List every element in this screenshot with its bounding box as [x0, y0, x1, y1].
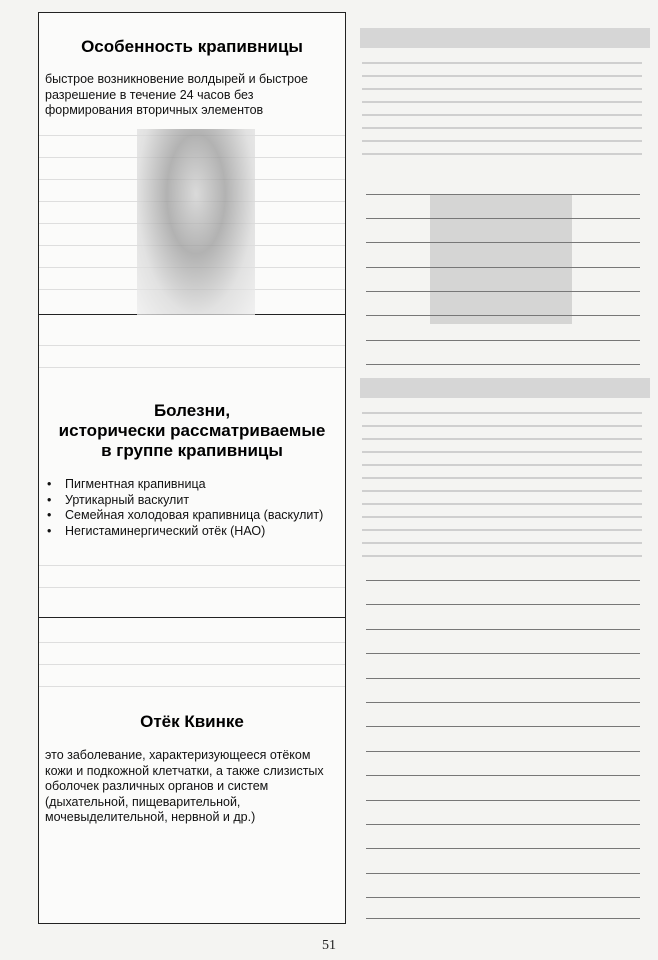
ruled-line — [366, 315, 640, 316]
ruled-line — [366, 267, 640, 268]
section-title-line1: Болезни, — [153, 401, 231, 420]
section-urticaria-feature — [39, 13, 345, 315]
ruled-line — [366, 291, 640, 292]
bleed-through-header — [360, 28, 650, 48]
ruled-line — [366, 775, 640, 776]
ruled-line — [366, 580, 640, 581]
ruled-line — [366, 242, 640, 243]
ruled-line — [366, 364, 640, 365]
section-title: Отёк Квинке — [140, 712, 244, 731]
section-text: быстрое возникновение волдырей и быстрое разрешение в течение 24 часов без формирования вторичных элементов — [45, 72, 309, 117]
ruled-line — [366, 678, 640, 679]
ruled-line — [366, 897, 640, 898]
ruled-line — [366, 653, 640, 654]
ruled-line — [366, 604, 640, 605]
ruled-line — [366, 751, 640, 752]
page-number: 51 — [322, 938, 336, 953]
ruled-line — [366, 873, 640, 874]
section-title-line2: исторически рассматриваемые — [58, 421, 326, 440]
ruled-line — [366, 194, 640, 195]
ruled-line — [366, 726, 640, 727]
face-photo — [137, 129, 255, 315]
ruled-line — [366, 800, 640, 801]
ruled-line — [366, 629, 640, 630]
bleed-through-lines — [39, 642, 345, 708]
section-text: это заболевание, характеризующееся отёком кожи и подкожной клетчатки, а также слизистых оболочек различных органов и систем (дыхательной, пищеварительной, мочевыделительной, нервной и др.) — [45, 748, 324, 824]
diseases-list — [45, 477, 341, 539]
ruled-line — [366, 824, 640, 825]
bleed-through-photo — [430, 194, 572, 324]
list-item: • Семейная холодовая крапивница (васкулит) — [45, 508, 341, 524]
ruled-line — [366, 848, 640, 849]
right-panel-bleed-through — [354, 12, 654, 924]
list-item: • Пигментная крапивница — [45, 477, 341, 493]
ruled-line — [366, 702, 640, 703]
ruled-line — [366, 918, 640, 919]
bleed-through-lines — [39, 345, 345, 389]
bleed-through-text-block — [362, 54, 642, 164]
left-panel — [38, 12, 346, 924]
bleed-through-lines — [39, 565, 345, 609]
section-title-line3: в группе крапивницы — [101, 441, 283, 460]
ruled-line — [366, 340, 640, 341]
section-quincke — [39, 618, 345, 923]
bleed-through-text-block — [362, 404, 642, 564]
section-diseases — [39, 315, 345, 618]
list-item: • Негистаминергический отёк (НАО) — [45, 524, 341, 540]
section-title: Особенность крапивницы — [81, 37, 303, 56]
bleed-through-header — [360, 378, 650, 398]
list-item: • Уртикарный васкулит — [45, 493, 341, 509]
ruled-line — [366, 218, 640, 219]
